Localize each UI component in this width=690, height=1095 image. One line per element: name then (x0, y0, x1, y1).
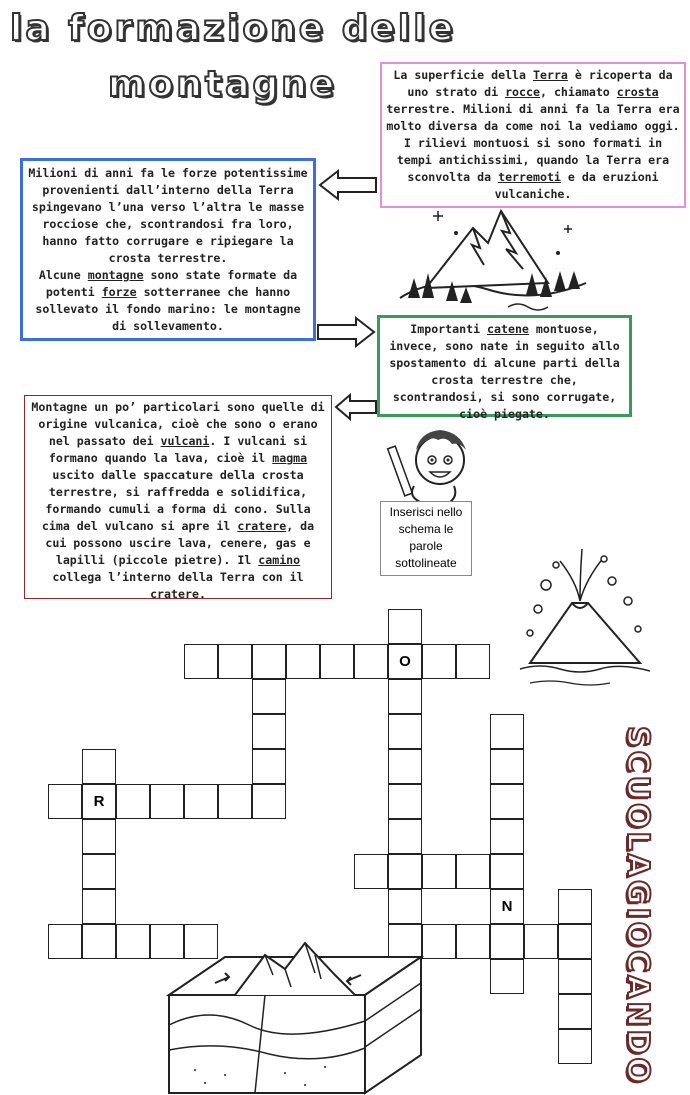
crossword-cell[interactable] (388, 679, 422, 714)
underlined-word: catene (487, 322, 529, 336)
crossword-cell[interactable] (252, 784, 286, 819)
crossword-cell[interactable] (490, 714, 524, 749)
crossword-cell[interactable] (184, 644, 218, 679)
crossword-cell[interactable] (252, 749, 286, 784)
text-run: Alcune (38, 268, 88, 282)
text-run: sotterranee che hanno sollevato il fondo marino: le montagne di sollevamento. (35, 285, 301, 333)
crossword-cell[interactable] (388, 784, 422, 819)
crossword-cell[interactable] (116, 784, 150, 819)
text-run: montuose, invece, sono nate in seguito allo spostamento di alcune parti della crosta terrestre che, scontrandosi, si sono corrugate, cioè piegate. (389, 322, 620, 421)
crossword-cell[interactable] (252, 714, 286, 749)
crust-block-diagram-icon (165, 935, 425, 1095)
crossword-cell[interactable] (388, 854, 422, 889)
crossword-cell[interactable] (354, 644, 388, 679)
crossword-cell[interactable] (490, 924, 524, 959)
text-run: collega l’interno della Terra con il cratere. (52, 570, 304, 601)
crossword-cell[interactable] (82, 784, 116, 819)
crossword-cell[interactable] (388, 749, 422, 784)
page-title-line2: montagne (108, 64, 338, 105)
text-run: Importanti (410, 322, 488, 336)
crossword-cell[interactable] (82, 854, 116, 889)
underlined-word: Terra (533, 68, 568, 82)
volcano-icon (510, 545, 660, 695)
crossword-cell[interactable] (150, 784, 184, 819)
underlined-word: terremoti (498, 170, 561, 184)
crossword-cell[interactable] (490, 959, 524, 994)
crossword-cell[interactable] (456, 924, 490, 959)
instruction-note: Inserisci nello schema le parole sottolineate (380, 501, 472, 576)
underlined-word: forze (101, 285, 137, 299)
page-title-line1: la formazione delle (10, 8, 457, 49)
paragraph-forces-2 (27, 267, 309, 335)
crossword-cell[interactable] (388, 819, 422, 854)
underlined-word: vulcani (160, 434, 210, 448)
underlined-word: cratere (237, 519, 287, 533)
crossword-cell[interactable] (82, 749, 116, 784)
crossword-cell[interactable] (558, 959, 592, 994)
crossword-cell[interactable] (524, 924, 558, 959)
crossword-cell[interactable] (456, 644, 490, 679)
text-run: sono state formate da potenti (45, 268, 298, 299)
paragraph-volcanoes (28, 399, 328, 603)
text-run: Milioni di anni fa le forze potentissime provenienti dall’interno della Terra spingevano l’una verso l’altra le masse rocciose che, scontrandosi fra loro, hanno fatto corrugare e ripiegare la crosta terrestre. (28, 166, 308, 265)
crossword-cell[interactable] (422, 854, 456, 889)
text-run: , chiamato (539, 85, 617, 99)
paragraph-forces-1 (27, 165, 309, 267)
arrow-left-icon (334, 392, 378, 422)
crossword-cell[interactable] (286, 644, 320, 679)
text-box-crust (380, 62, 686, 208)
crossword-cell[interactable] (558, 889, 592, 924)
crossword-cell[interactable] (48, 924, 82, 959)
underlined-word: montagne (87, 268, 144, 282)
crossword-cell[interactable] (388, 644, 422, 679)
paragraph-chains (383, 321, 626, 423)
mountain-landscape-icon (398, 203, 588, 315)
crossword-cell[interactable] (388, 889, 422, 924)
crossword-cell[interactable] (48, 784, 82, 819)
crossword-cell[interactable] (558, 924, 592, 959)
text-box-chains (377, 315, 632, 421)
text-run: e da eruzioni vulcaniche. (494, 170, 659, 201)
crossword-cell[interactable] (490, 819, 524, 854)
brand-side-text: SCUOLAGIOCANDO (620, 726, 655, 1086)
underlined-word: magma (272, 451, 308, 465)
underlined-word: camino (258, 553, 301, 567)
crossword-given-letter: R (93, 793, 105, 810)
underlined-word: crosta (616, 85, 659, 99)
crossword-cell[interactable] (252, 644, 286, 679)
crossword-cell[interactable] (558, 1029, 592, 1064)
text-run: La superficie della (393, 68, 533, 82)
text-run: , da cui possono uscire lava, cenere, gas e lapilli (piccole pietre). Il (45, 519, 315, 567)
crossword-cell[interactable] (422, 644, 456, 679)
crossword-cell[interactable] (388, 609, 422, 644)
crossword-cell[interactable] (82, 889, 116, 924)
crossword-cell[interactable] (184, 784, 218, 819)
underlined-word: rocce (505, 85, 540, 99)
crossword-cell[interactable] (82, 924, 116, 959)
kid-with-pencil-icon (384, 428, 476, 504)
crossword-cell[interactable] (490, 784, 524, 819)
crossword-cell[interactable] (320, 644, 354, 679)
crossword-cell[interactable] (82, 819, 116, 854)
crossword-cell[interactable] (490, 749, 524, 784)
paragraph-crust (386, 67, 680, 203)
crossword-cell[interactable] (218, 784, 252, 819)
text-box-forces (20, 158, 316, 341)
crossword-cell[interactable] (252, 679, 286, 714)
arrow-left-icon (318, 168, 378, 202)
crossword-cell[interactable] (116, 924, 150, 959)
text-run: . I vulcani si formano quando la lava, cioè il (48, 434, 308, 465)
text-run: uscito dalle spaccature della crosta terrestre, si raffredda e solidifica, formando cumuli a forma di cono. Sulla cima del vulcano si apre il (41, 468, 311, 533)
crossword-cell[interactable] (422, 924, 456, 959)
crossword-given-letter: O (399, 653, 411, 670)
text-box-volcanoes (24, 395, 332, 599)
text-run: terrestre. Milioni di anni fa la Terra era molto diversa da come noi la vediamo oggi. I rilievi montuosi si sono formati in tempi antichissimi, quando la Terra era sconvolta da (386, 102, 680, 184)
crossword-cell[interactable] (558, 994, 592, 1029)
text-run: Montagne un po’ particolari sono quelle di origine vulcanica, cioè che sono o erano nel passato dei (31, 400, 325, 448)
arrow-right-icon (316, 315, 376, 349)
crossword-cell[interactable] (456, 854, 490, 889)
crossword-given-letter: N (501, 898, 513, 915)
text-run: è ricoperta da uno strato di (407, 68, 673, 99)
crossword-cell[interactable] (490, 889, 524, 924)
crossword-cell[interactable] (218, 644, 252, 679)
crossword-cell[interactable] (354, 854, 388, 889)
crossword-cell[interactable] (490, 854, 524, 889)
crossword-cell[interactable] (388, 714, 422, 749)
